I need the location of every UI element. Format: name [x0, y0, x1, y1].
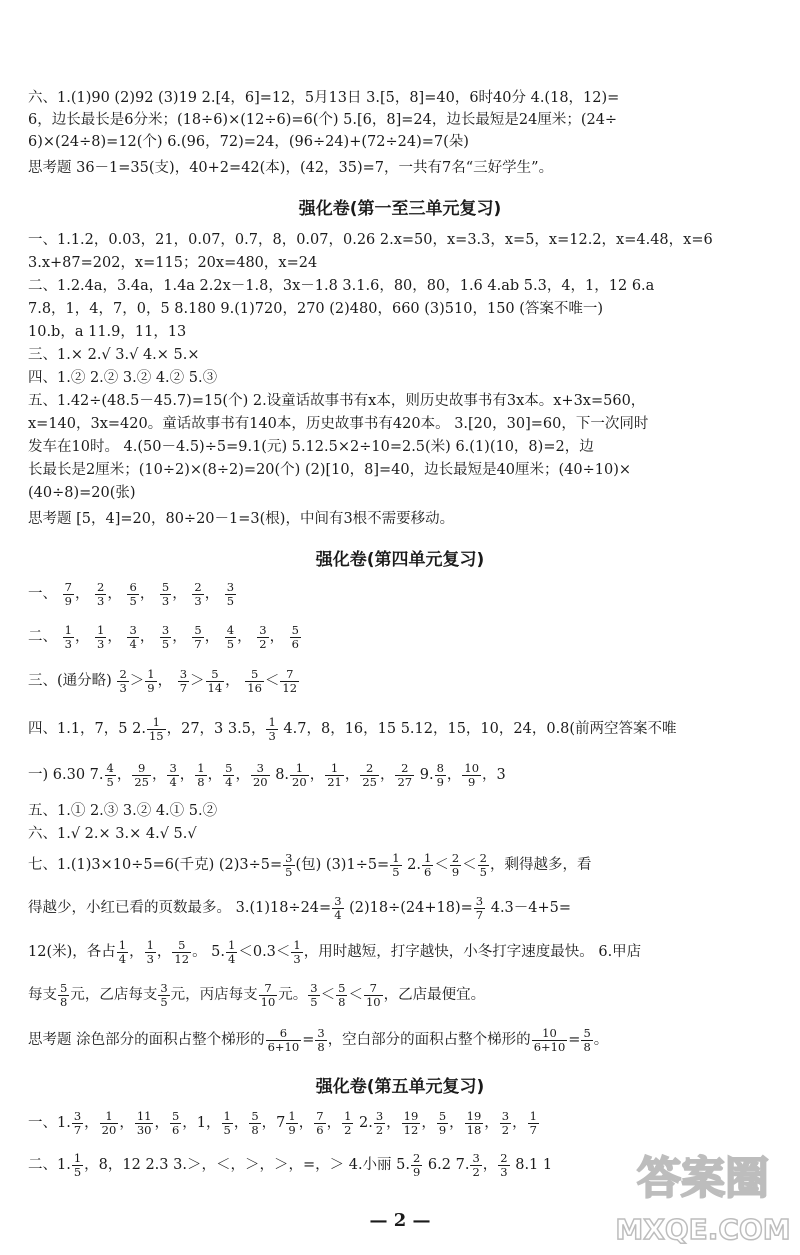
fraction: $\frac{2}{3}$ [194, 579, 202, 608]
text-line: 三、1.× 2.√ 3.√ 4.× 5.× [28, 347, 200, 363]
fraction: $\frac{3}{2}$ [375, 1108, 384, 1137]
fraction: $\frac{3}{7}$ [179, 666, 188, 695]
text-line: 得越少，小红已看的页数最多。 3.(1)18÷24= $\frac{3}{4}$ (2)18÷(24+18)= $\frac{3}{7}$ 4.3－4+5= [28, 893, 572, 922]
text-line: 五、1.① 2.③ 3.② 4.① 5.② [28, 803, 218, 819]
fraction: $\frac{2}{5}$ [479, 850, 487, 879]
section-title: 强化卷(第五单元复习) [315, 1077, 485, 1097]
text-line: 二、 $\frac{1}{3}$ ， $\frac{1}{3}$ ， $\frac{3}{4}$ ， $\frac{3}{5}$ ， $\frac{5}{7}$ ， $\frac{4}{5}$ ， $\frac{3}{2}$ ， $\frac{5}{6}$ [28, 622, 299, 651]
text-line: x=140，3x=420。童话故事书有140本，历史故事书有420本。 3.[20，30]=60，下一次同时 [28, 416, 649, 432]
fraction: $\frac{5}{12}$ [174, 937, 190, 966]
text-line: 7.8，1，4，7，0，5 8.180 9.(1)720，270 (2)480，660 (3)510，150 (答案不唯一) [28, 301, 604, 317]
fraction: $\frac{3}{5}$ [161, 622, 170, 651]
fraction: $\frac{1}{7}$ [529, 1108, 537, 1137]
text-line: 发车在10时。 4.(50－4.5)÷5=9.1(元) 5.12.5×2÷10=2.5(米) 6.(1)(10，8)=2，边 [28, 439, 594, 455]
text-line: 四、1.1，7，5 2. $\frac{1}{15}$ ，27，3 3.5， $\frac{1}{3}$ 4.7，8，16，15 5.12，15，10，24，0.8(前两空答案不唯 [28, 714, 677, 743]
thinking-question: 思考题 36－1=35(支)，40+2=42(本)，(42，35)=7，一共有7名“三好学生”。 [28, 160, 554, 176]
section-title: 强化卷(第一至三单元复习) [298, 199, 502, 219]
fraction: $\frac{1}{3}$ [64, 622, 72, 651]
fraction: $\frac{2}{25}$ [362, 760, 377, 789]
fraction: $\frac{3}{4}$ [169, 760, 177, 789]
fraction: $\frac{1}{5}$ [73, 1150, 82, 1179]
text-line: 每支 $\frac{5}{8}$ 元，乙店每支 $\frac{3}{5}$ 元，丙店每支 $\frac{7}{10}$ 元。 $\frac{3}{5}$ ＜ $\frac{5}{8}$ ＜ $\frac{7}{10}$ ，乙店最便宜。 [28, 980, 486, 1009]
fraction: $\frac{5}{3}$ [161, 579, 170, 608]
fraction: $\frac{1}{3}$ [293, 937, 301, 966]
text-line: 10.b，a 11.9，11，13 [28, 324, 187, 340]
fraction: $\frac{5}{4}$ [225, 760, 233, 789]
fraction: $\frac{3}{8}$ [317, 1025, 325, 1054]
fraction: $\frac{5}{8}$ [583, 1025, 591, 1054]
fraction: $\frac{5}{8}$ [251, 1108, 259, 1137]
fraction: $\frac{3}{2}$ [501, 1108, 510, 1137]
fraction: $\frac{1}{5}$ [223, 1108, 231, 1137]
fraction: $\frac{9}{25}$ [134, 760, 149, 789]
fraction: $\frac{5}{14}$ [207, 666, 223, 695]
text-line: (40÷8)=20(张) [28, 485, 136, 501]
fraction: $\frac{1}{3}$ [268, 714, 276, 743]
text-line: 一、1.1.2，0.03，21，0.07，0.7，8，0.07，0.26 2.x=50，x=3.3，x=5，x=12.2，x=4.48，x=6 [28, 232, 713, 248]
text-line: 一、 $\frac{7}{9}$ ， $\frac{2}{3}$ ， $\frac{6}{5}$ ， $\frac{5}{3}$ ， $\frac{2}{3}$ ， $\frac{3}{5}$ [28, 579, 235, 608]
fraction: $\frac{3}{2}$ [472, 1150, 480, 1179]
fraction: $\frac{8}{9}$ [436, 760, 444, 789]
text-line: 六、1.√ 2.× 3.× 4.√ 5.√ [28, 826, 197, 842]
fraction: $\frac{5}{8}$ [338, 980, 346, 1009]
page-number: — 2 — [369, 1210, 431, 1231]
fraction: $\frac{1}{3}$ [146, 937, 154, 966]
text-line: 七、1.(1)3×10÷5=6(千克) (2)3÷5= $\frac{3}{5}$ (包) (3)1÷5= $\frac{1}{5}$ 2. $\frac{1}{6}$ ＜ $\frac{2}{9}$ ＜ $\frac{2}{5}$ ，剩得越多，看 [28, 850, 592, 879]
fraction: $\frac{3}{7}$ [73, 1108, 82, 1137]
fraction: $\frac{19}{18}$ [466, 1108, 482, 1137]
fraction: $\frac{1}{5}$ [392, 850, 400, 879]
fraction: $\frac{10}{9}$ [464, 760, 480, 789]
text-line: 6)×(24÷8)=12(个) 6.(96，72)=24，(96÷24)+(72÷24)=7(朵) [28, 134, 469, 150]
fraction: $\frac{3}{4}$ [129, 622, 137, 651]
fraction: $\frac{19}{12}$ [403, 1108, 419, 1137]
fraction: $\frac{7}{9}$ [64, 579, 72, 608]
fraction: $\frac{1}{15}$ [148, 714, 164, 743]
fraction: $\frac{2}{9}$ [413, 1150, 421, 1179]
fraction: $\frac{3}{7}$ [475, 893, 484, 922]
fraction: $\frac{3}{2}$ [259, 622, 267, 651]
fraction: $\frac{7}{10}$ [260, 980, 276, 1009]
thinking-question: 思考题 涂色部分的面积占整个梯形的 $\frac{6}{6+10}$ = $\frac{3}{8}$ ，空白部分的面积占整个梯形的 $\frac{10}{6+10}$ = $\frac{5}{8}$ 。 [28, 1025, 609, 1054]
fraction: $\frac{1}{6}$ [424, 850, 432, 879]
text-line: 二、1. $\frac{1}{5}$ ，8，12 2.3 3.＞，＜，＞，＞，=，＞ 4.小丽 5. $\frac{2}{9}$ 6.2 7. $\frac{3}{2}$ ， $\frac{2}{3}$ 8.1 1 [28, 1150, 553, 1179]
fraction: $\frac{5}{7}$ [194, 622, 202, 651]
fraction: $\frac{7}{6}$ [316, 1108, 324, 1137]
watermark-logo [608, 1135, 798, 1250]
fraction: $\frac{5}{6}$ [291, 622, 299, 651]
watermark-text: 答案圈 [637, 1153, 769, 1204]
watermark-url: MXQE.COM [615, 1213, 791, 1246]
fraction: $\frac{1}{9}$ [147, 666, 155, 695]
fraction: $\frac{5}{8}$ [60, 980, 68, 1009]
text-line: 长最长是2厘米；(10÷2)×(8÷2)=20(个) (2)[10，8]=40，边长最短是40厘米；(40÷10)× [28, 462, 632, 478]
fraction: $\frac{2}{27}$ [397, 760, 413, 789]
fraction: $\frac{7}{10}$ [365, 980, 381, 1009]
text-line: 一) 6.30 7. $\frac{4}{5}$ ， $\frac{9}{25}$ ， $\frac{3}{4}$ ， $\frac{1}{8}$ ， $\frac{5}{4}$ ， $\frac{3}{20}$ 8. $\frac{1}{20}$ ， $\frac{1}{21}$ ， $\frac{2}{25}$ ， $\frac{2}{27}$ 9. $\frac{8}{9}$ ， $\frac{10}{9}$ ，3 [28, 760, 506, 789]
text-line: 6，边长最长是6分米；(18÷6)×(12÷6)=6(个) 5.[6，8]=24，边长最短是24厘米；(24÷ [28, 112, 618, 128]
fraction: $\frac{1}{4}$ [228, 937, 236, 966]
fraction: $\frac{1}{8}$ [197, 760, 205, 789]
text-line: 3.x+87=202，x=115；20x=480，x=24 [28, 255, 318, 271]
text-line: 一、1. $\frac{3}{7}$ ， $\frac{1}{20}$ ， $\frac{11}{30}$ ， $\frac{5}{6}$ ，1， $\frac{1}{5}$ ， $\frac{5}{8}$ ，7 $\frac{1}{9}$ ， $\frac{7}{6}$ ， $\frac{1}{2}$ 2. $\frac{3}{2}$ ， $\frac{19}{12}$ ， $\frac{5}{9}$ ， $\frac{19}{18}$ ， $\frac{3}{2}$ ， $\frac{1}{7}$ [28, 1108, 537, 1137]
fraction: $\frac{1}{2}$ [344, 1108, 352, 1137]
text-line: 四、1.② 2.② 3.② 4.② 5.③ [28, 370, 218, 386]
fraction: $\frac{1}{20}$ [292, 760, 307, 789]
section-title: 强化卷(第四单元复习) [315, 550, 485, 570]
fraction: $\frac{6}{5}$ [129, 579, 137, 608]
fraction: $\frac{6}{6+10}$ [267, 1025, 300, 1054]
fraction: $\frac{1}{21}$ [327, 760, 342, 789]
fraction: $\frac{1}{3}$ [97, 622, 105, 651]
fraction: $\frac{1}{9}$ [288, 1108, 296, 1137]
fraction: $\frac{3}{5}$ [310, 980, 318, 1009]
thinking-question: 思考题 [5，4]=20，80÷20－1=3(根)，中间有3根不需要移动。 [28, 511, 455, 527]
fraction: $\frac{3}{5}$ [226, 579, 235, 608]
text-line: 三、(通分略) $\frac{2}{3}$ ＞ $\frac{1}{9}$ ， $\frac{3}{7}$ ＞ $\frac{5}{14}$ ， $\frac{5}{16}$ ＜ $\frac{7}{12}$ [28, 666, 298, 695]
fraction: $\frac{7}{12}$ [282, 666, 298, 695]
text-line: 五、1.42÷(48.5－45.7)=15(个) 2.设童话故事书有x本，则历史故事书有3x本。x+3x=560， [28, 393, 646, 409]
text-line: 六、1.(1)90 (2)92 (3)19 2.[4，6]=12，5月13日 3.[5，8]=40，6时40分 4.(18，12)= [28, 90, 620, 106]
fraction: $\frac{4}{5}$ [106, 760, 114, 789]
fraction: $\frac{3}{20}$ [252, 760, 268, 789]
fraction: $\frac{5}{9}$ [438, 1108, 447, 1137]
text-line: 12(米)，各占 $\frac{1}{4}$ ， $\frac{1}{3}$ ， $\frac{5}{12}$ 。 5. $\frac{1}{4}$ ＜0.3＜ $\frac{1}{3}$ ，用时越短，打字越快，小冬打字速度最快。 6.甲店 [28, 937, 642, 966]
fraction: $\frac{2}{3}$ [97, 579, 105, 608]
fraction: $\frac{1}{20}$ [101, 1108, 117, 1137]
fraction: $\frac{10}{6+10}$ [533, 1025, 566, 1054]
fraction: $\frac{5}{6}$ [171, 1108, 180, 1137]
fraction: $\frac{1}{4}$ [118, 937, 127, 966]
fraction: $\frac{3}{5}$ [160, 980, 168, 1009]
text-line: 二、1.2.4a，3.4a，1.4a 2.2x－1.8，3x－1.8 3.1.6，80，80，1.6 4.ab 5.3，4，1，12 6.a [28, 278, 655, 294]
fraction: $\frac{2}{9}$ [451, 850, 460, 879]
fraction: $\frac{5}{16}$ [247, 666, 262, 695]
fraction: $\frac{3}{5}$ [285, 850, 293, 879]
fraction: $\frac{11}{30}$ [136, 1108, 152, 1137]
fraction: $\frac{2}{3}$ [500, 1150, 508, 1179]
fraction: $\frac{2}{3}$ [119, 666, 127, 695]
fraction: $\frac{4}{5}$ [226, 622, 235, 651]
fraction: $\frac{3}{4}$ [334, 893, 342, 922]
